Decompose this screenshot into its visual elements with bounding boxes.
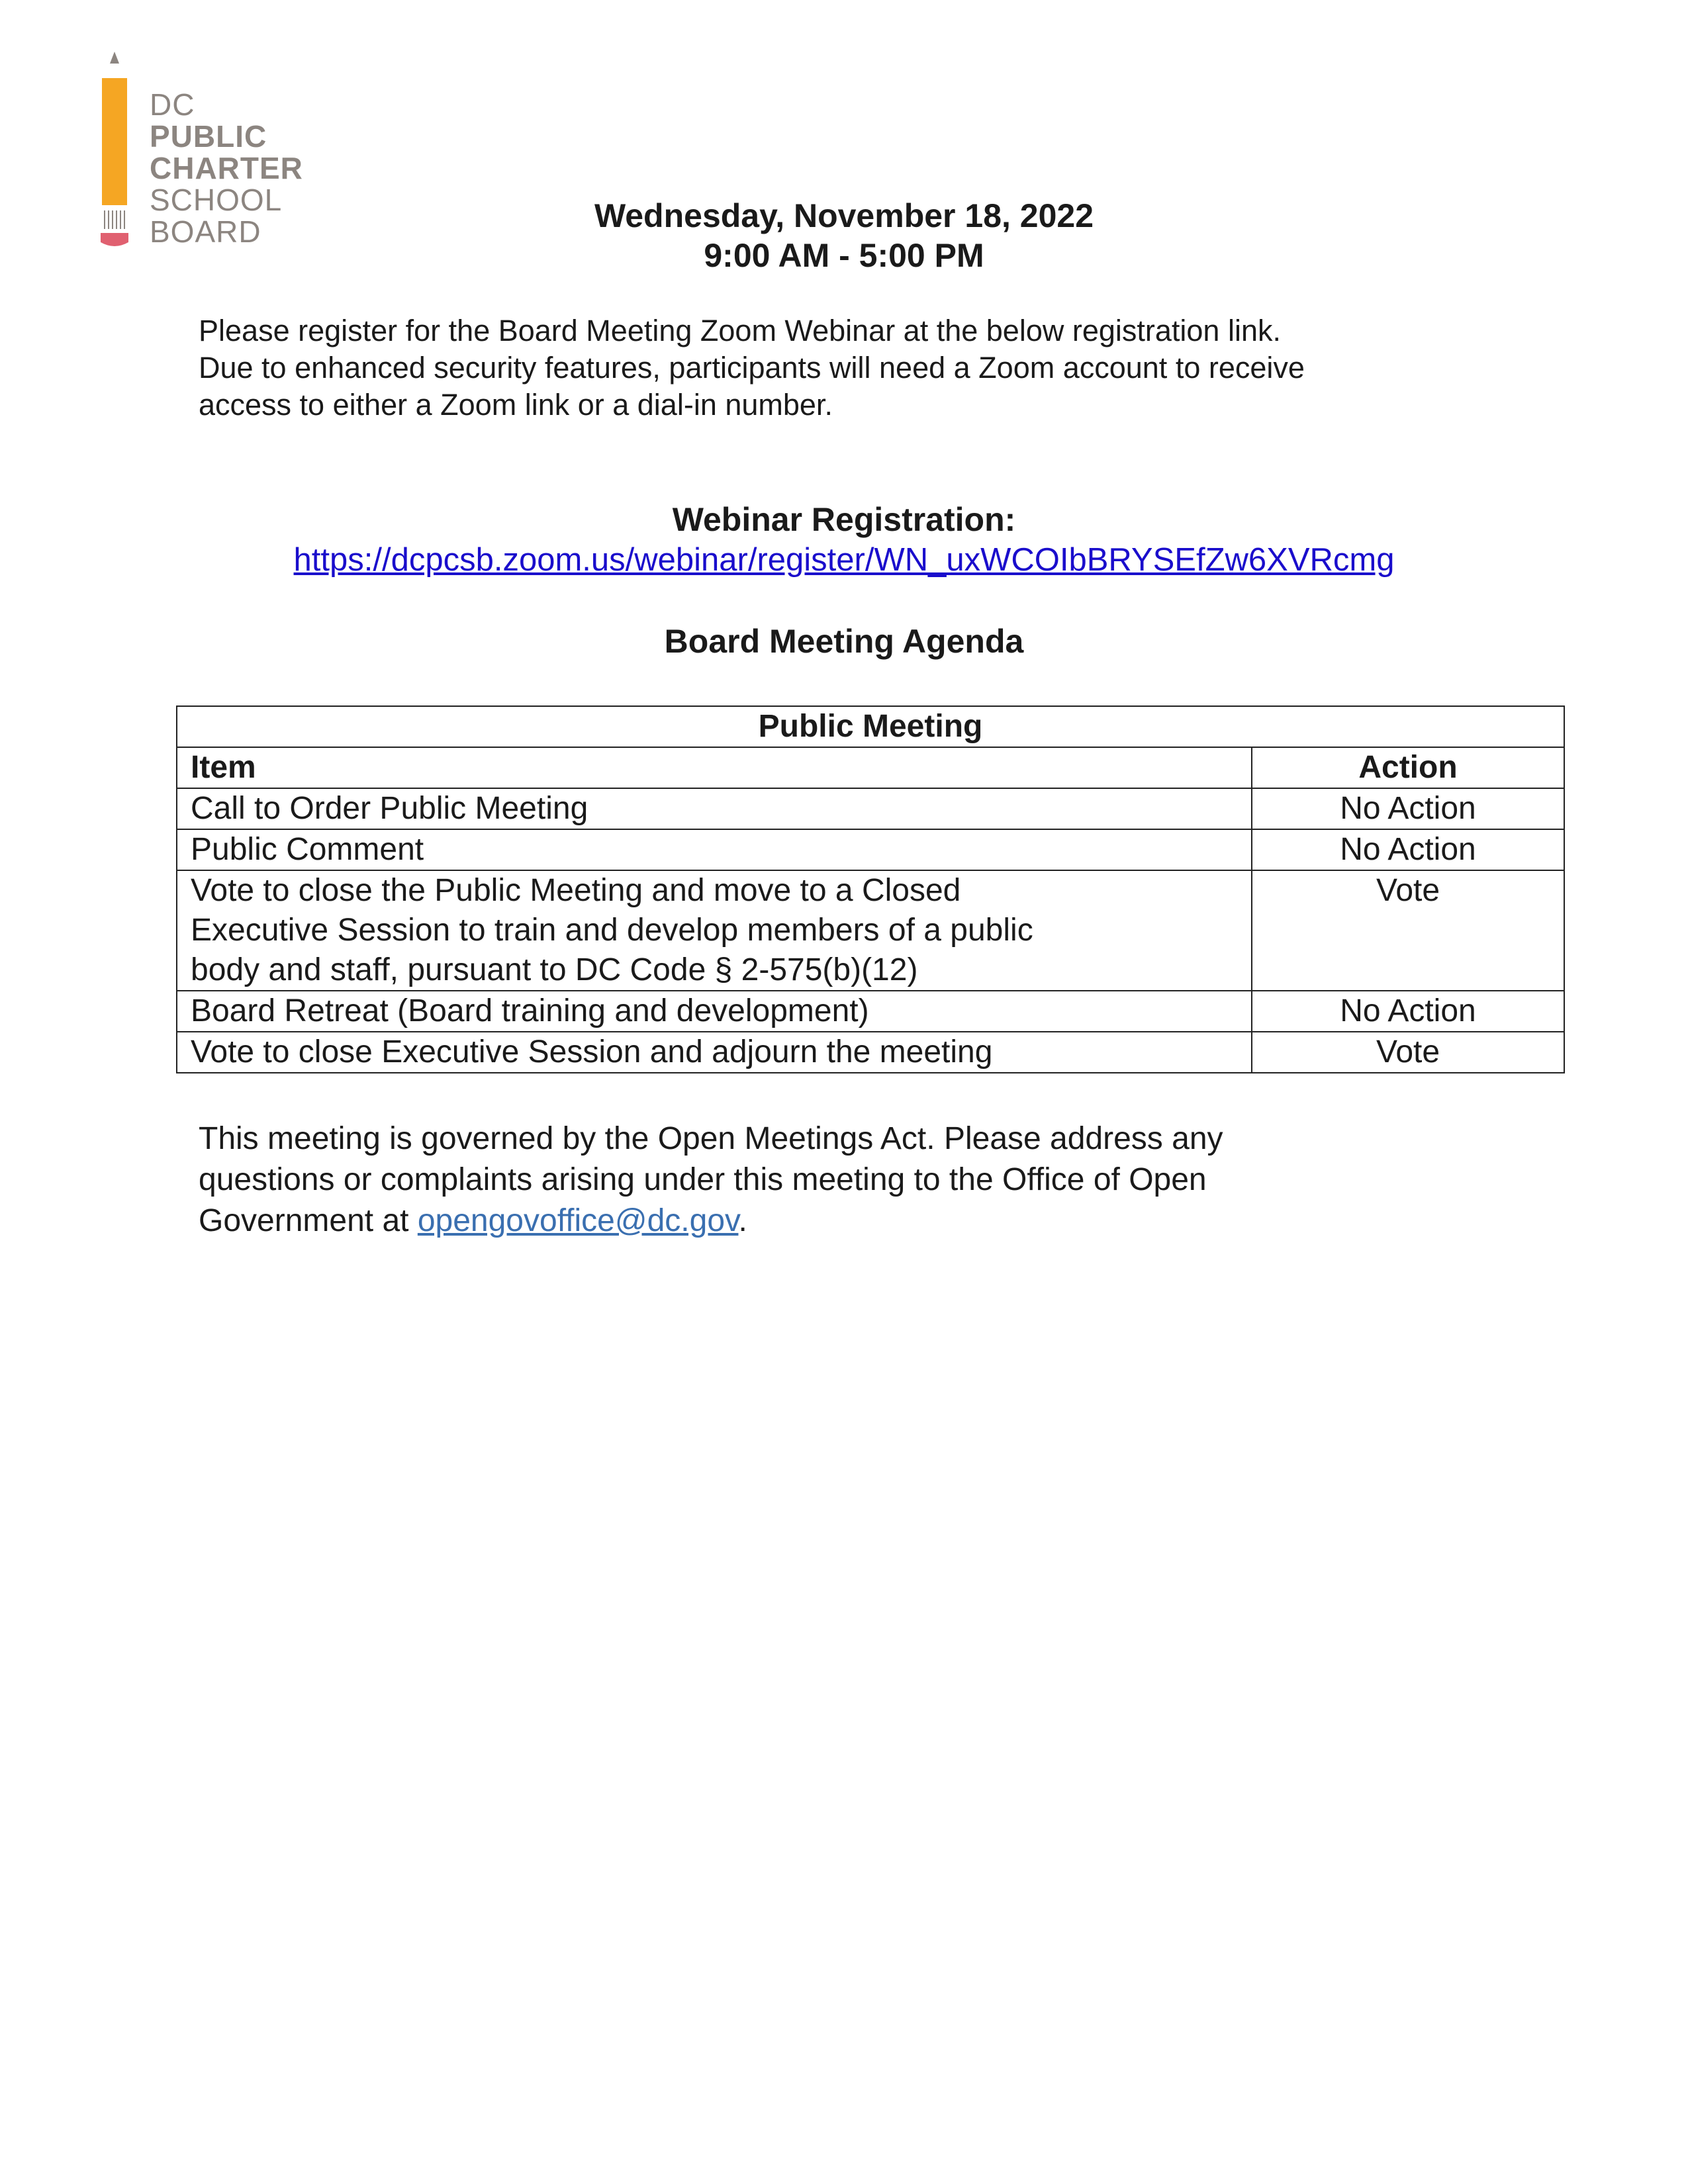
agenda-action: No Action: [1252, 788, 1564, 829]
logo-line-charter: CHARTER: [150, 151, 303, 185]
intro-line-3: access to either a Zoom link or a dial-in number.: [199, 388, 833, 422]
notice-line-2: questions or complaints arising under this meeting to the Office of Open: [199, 1162, 1207, 1197]
agenda-caption-row: [177, 706, 1564, 747]
notice-line-3: [199, 1201, 1589, 1242]
webinar-registration-link[interactable]: https://dcpcsb.zoom.us/webinar/register/WN_uxWCOIbBRYSEfZw6XVRcmg: [293, 542, 1395, 578]
pencil-tip: [110, 52, 119, 64]
agenda-item: Board Retreat (Board training and development): [177, 991, 1252, 1032]
notice-line-1: This meeting is governed by the Open Meetings Act. Please address any: [199, 1121, 1223, 1156]
email-link[interactable]: opengovoffice@dc.gov: [417, 1203, 739, 1238]
logo-line-school: SCHOOL: [150, 183, 283, 217]
agenda-table: [176, 705, 1565, 1073]
table-row: [177, 870, 1564, 991]
agenda-item-line: Executive Session to train and develop members of a public: [191, 913, 1033, 948]
notice-line-3-suffix: .: [738, 1203, 747, 1238]
agenda-header-row: [177, 747, 1564, 788]
agenda-item: Public Comment: [177, 829, 1252, 870]
table-row: [177, 788, 1564, 829]
logo-line-dc: DC: [150, 87, 195, 122]
agenda-item: Vote to close Executive Session and adjourn the meeting: [177, 1032, 1252, 1073]
agenda-item: [177, 870, 1252, 991]
pencil-body: [102, 78, 127, 205]
agenda-item-line: body and staff, pursuant to DC Code § 2-575(b)(12): [191, 952, 918, 987]
logo-line-board: BOARD: [150, 214, 261, 249]
meeting-date: Wednesday, November 18, 2022: [594, 197, 1094, 234]
table-row: [177, 991, 1564, 1032]
meeting-time: 9:00 AM - 5:00 PM: [704, 237, 984, 274]
agenda-caption: Public Meeting: [177, 706, 1564, 747]
agenda-action: Vote: [1252, 870, 1564, 991]
agenda-action: No Action: [1252, 991, 1564, 1032]
agenda-action: No Action: [1252, 829, 1564, 870]
webinar-registration-label: Webinar Registration:: [672, 501, 1016, 538]
intro-line-2: Due to enhanced security features, participants will need a Zoom account to receive: [199, 351, 1305, 385]
agenda-item: Call to Order Public Meeting: [177, 788, 1252, 829]
agenda-title: Board Meeting Agenda: [664, 623, 1024, 660]
logo-line-public: PUBLIC: [150, 119, 267, 154]
intro-paragraph: [199, 312, 1549, 424]
open-meetings-notice: [199, 1118, 1589, 1242]
notice-line-3-prefix: Government at: [199, 1203, 418, 1238]
agenda-action: Vote: [1252, 1032, 1564, 1073]
column-header-action: Action: [1252, 747, 1564, 788]
intro-line-1: Please register for the Board Meeting Zoom Webinar at the below registration link.: [199, 314, 1281, 347]
table-row: [177, 829, 1564, 870]
agenda-item-line: Vote to close the Public Meeting and move to a Closed: [191, 873, 961, 908]
column-header-item: Item: [177, 747, 1252, 788]
table-row: [177, 1032, 1564, 1073]
